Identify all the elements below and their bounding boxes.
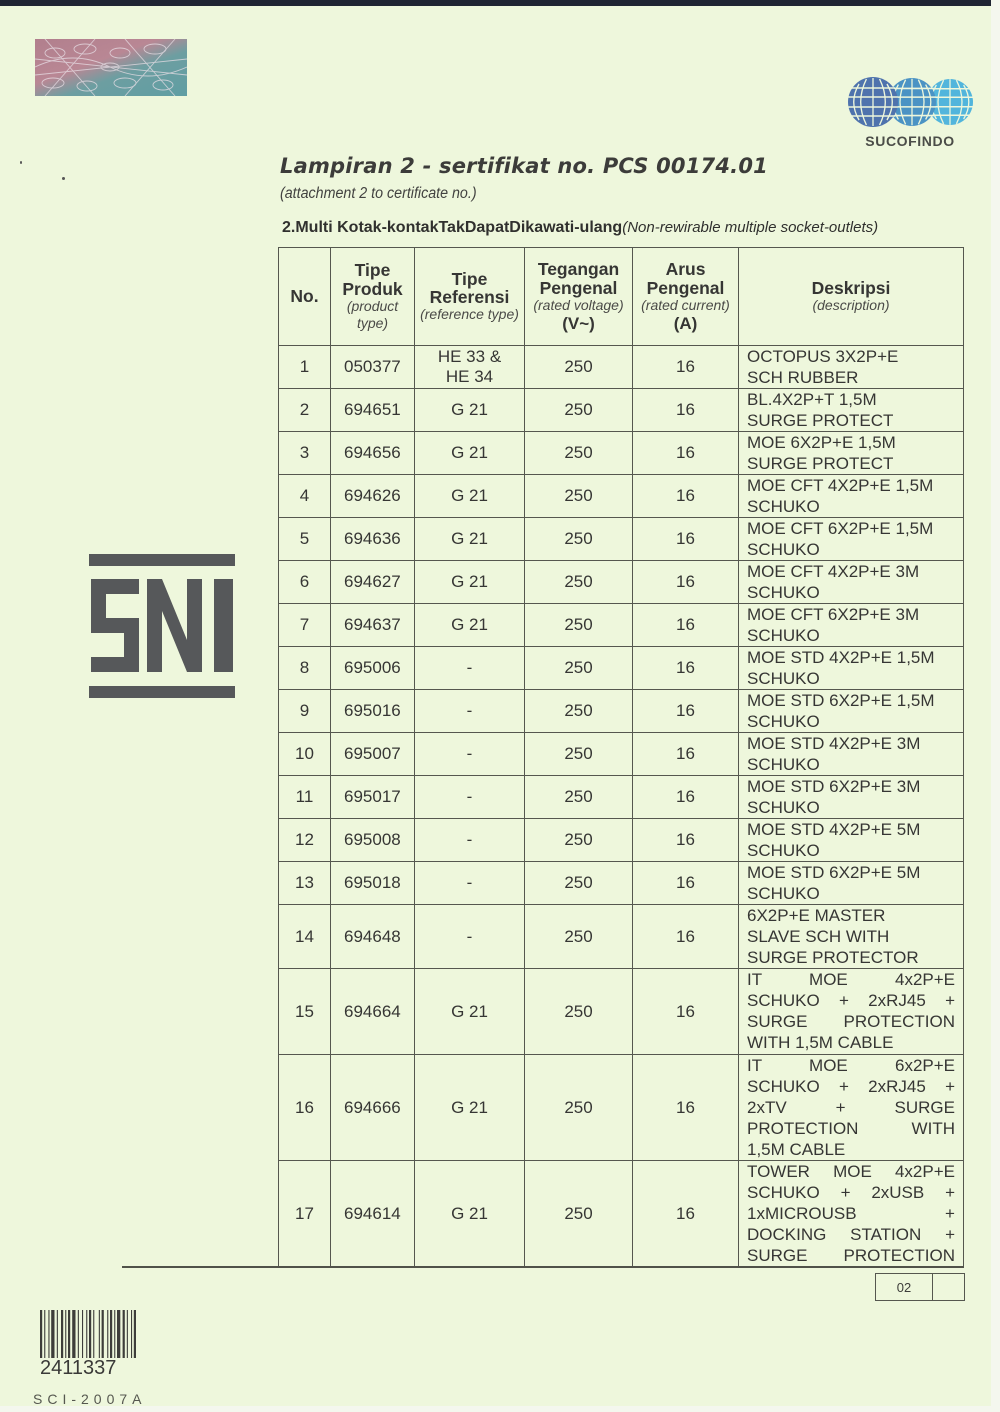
cell-rated-voltage: 250 (525, 389, 633, 432)
cell-rated-voltage: 250 (525, 733, 633, 776)
header-label: Tegangan (537, 259, 620, 280)
cell-description-line: MOE CFT 6X2P+E 3M (747, 605, 920, 624)
cell-description-line: IT MOE 6x2P+E (747, 1056, 955, 1075)
form-code: SCI-2007A (33, 1391, 147, 1407)
cell-rated-current: 16 (633, 905, 739, 969)
header-english: (rated current) (641, 297, 730, 314)
cell-rated-voltage: 250 (525, 1055, 633, 1161)
cell-no: 11 (279, 776, 331, 819)
cell-rated-voltage: 250 (525, 475, 633, 518)
cell-description-line: SCHUKO + 2xRJ45 + (747, 991, 955, 1010)
cell-reference-type (415, 518, 525, 561)
header-label: Pengenal (646, 277, 725, 298)
cell-product-type: 050377 (331, 346, 415, 389)
cell-rated-voltage: 250 (525, 604, 633, 647)
cell-rated-current: 16 (633, 733, 739, 776)
cell-description-line: MOE STD 6X2P+E 1,5M (747, 691, 935, 710)
cell-no: 6 (279, 561, 331, 604)
cell-reference-type (415, 1161, 525, 1267)
cell-description-line: TOWER MOE 4x2P+E (747, 1162, 955, 1181)
cell-reference-type (415, 475, 525, 518)
header-label: Tipe (451, 268, 488, 289)
scan-bottom-edge (0, 1406, 1000, 1412)
cell-rated-voltage: 250 (525, 819, 633, 862)
cell-rated-current: 16 (633, 1161, 739, 1267)
certificate-table (278, 247, 964, 1267)
table-bottom-rule (122, 1266, 964, 1268)
cell-product-type: 694656 (331, 432, 415, 475)
section-heading (282, 219, 878, 237)
cell-description-line: PROTECTION WITH (747, 1119, 955, 1138)
table-row (279, 776, 964, 819)
cell-description (739, 518, 964, 561)
cell-description-line: 6X2P+E MASTER (747, 906, 886, 925)
cell-reference-type (415, 604, 525, 647)
table-row (279, 1161, 964, 1267)
cell-product-type: 694648 (331, 905, 415, 969)
cell-description-line: MOE CFT 6X2P+E 1,5M (747, 519, 934, 538)
cell-reference-type (415, 1055, 525, 1161)
cell-no: 10 (279, 733, 331, 776)
table-row (279, 475, 964, 518)
cell-no: 16 (279, 1055, 331, 1161)
cell-reference-type-line: G 21 (451, 572, 488, 591)
header-english: (reference type) (420, 306, 519, 323)
header-label: Arus (665, 259, 706, 280)
cell-rated-current: 16 (633, 647, 739, 690)
cell-product-type: 695008 (331, 819, 415, 862)
cell-no: 13 (279, 862, 331, 905)
document-subtitle: (attachment 2 to certificate no.) (280, 185, 477, 202)
cell-reference-type-line: G 21 (451, 400, 488, 419)
header-english: (rated voltage) (533, 297, 624, 314)
cell-reference-type (415, 346, 525, 389)
cell-description-line: SCHUKO (747, 884, 820, 903)
cell-description-line: SURGE PROTECTION (747, 1012, 955, 1031)
cell-product-type: 694636 (331, 518, 415, 561)
header-english: (product type) (346, 298, 399, 331)
cell-reference-type-line: G 21 (451, 615, 488, 634)
cell-no: 5 (279, 518, 331, 561)
cell-description (739, 862, 964, 905)
header-label: Tipe (354, 260, 391, 281)
cell-description-line: IT MOE 4x2P+E (747, 970, 955, 989)
cell-rated-current: 16 (633, 389, 739, 432)
table-row (279, 389, 964, 432)
cell-no: 9 (279, 690, 331, 733)
scan-right-edge (991, 0, 1000, 1412)
cell-description-line: SCHUKO (747, 626, 820, 645)
cell-description (739, 647, 964, 690)
cell-reference-type-line: - (466, 926, 473, 946)
cell-rated-voltage: 250 (525, 1161, 633, 1267)
barcode-icon (40, 1310, 176, 1358)
cell-description-line: WITH 1,5M CABLE (747, 1033, 894, 1052)
cell-reference-type-line: - (466, 701, 473, 720)
cell-description-line: MOE CFT 4X2P+E 1,5M (747, 476, 934, 495)
cell-reference-type (415, 905, 525, 969)
page-number-blank-cell (933, 1274, 964, 1300)
cell-description (739, 776, 964, 819)
cell-description (739, 733, 964, 776)
cell-description-line: SURGE PROTECTION (747, 1246, 955, 1265)
table-row (279, 862, 964, 905)
table-row (279, 690, 964, 733)
cell-description-line: SCHUKO + 2xUSB + (747, 1183, 955, 1202)
sucofindo-logo (846, 74, 974, 150)
cell-description-line: SCH RUBBER (747, 368, 859, 387)
scan-speck (62, 177, 65, 180)
header-english: (description) (812, 297, 890, 314)
cell-product-type: 695016 (331, 690, 415, 733)
header-rated-current (633, 248, 739, 346)
cell-description (739, 819, 964, 862)
table-body (279, 346, 964, 1267)
cell-rated-current: 16 (633, 518, 739, 561)
cell-reference-type-line: - (466, 787, 473, 806)
cell-product-type: 694666 (331, 1055, 415, 1161)
cell-reference-type (415, 969, 525, 1055)
security-hologram (35, 39, 187, 96)
cell-description (739, 1161, 964, 1267)
cell-description-line: 2xTV + SURGE (747, 1098, 955, 1117)
cell-description-line: SCHUKO (747, 540, 820, 559)
cell-reference-type (415, 690, 525, 733)
cell-description (739, 690, 964, 733)
cell-description-line: MOE STD 6X2P+E 3M (747, 777, 921, 796)
table-row (279, 561, 964, 604)
cell-product-type: 694651 (331, 389, 415, 432)
cell-product-type: 694626 (331, 475, 415, 518)
section-heading-id: 2.Multi Kotak-kontakTakDapatDikawati-ulang (282, 219, 623, 236)
cell-no: 15 (279, 969, 331, 1055)
header-unit: (V~) (562, 313, 595, 333)
cell-rated-current: 16 (633, 346, 739, 389)
cell-rated-current: 16 (633, 604, 739, 647)
cell-description (739, 432, 964, 475)
cell-rated-voltage: 250 (525, 647, 633, 690)
table-row (279, 432, 964, 475)
cell-description-line: BL.4X2P+T 1,5M (747, 390, 877, 409)
cell-rated-current: 16 (633, 862, 739, 905)
table-row (279, 905, 964, 969)
cell-description-line: SCHUKO (747, 497, 820, 516)
cell-description-line: SCHUKO (747, 669, 820, 688)
cell-rated-current: 16 (633, 819, 739, 862)
cell-description (739, 905, 964, 969)
cell-reference-type (415, 733, 525, 776)
cell-product-type: 695017 (331, 776, 415, 819)
cell-product-type: 694637 (331, 604, 415, 647)
cell-product-type: 694627 (331, 561, 415, 604)
cell-reference-type (415, 389, 525, 432)
cell-description-line: MOE STD 4X2P+E 1,5M (747, 648, 935, 667)
section-heading-english: (Non-rewirable multiple socket-outlets) (622, 219, 879, 236)
cell-description (739, 1055, 964, 1161)
page-number: 02 (876, 1274, 933, 1300)
cell-description (739, 969, 964, 1055)
cell-description (739, 561, 964, 604)
barcode-number: 2411337 (40, 1357, 117, 1379)
cell-description-line: SCHUKO (747, 755, 820, 774)
table-row (279, 346, 964, 389)
cell-no: 3 (279, 432, 331, 475)
cell-description-line: SCHUKO + 2xRJ45 + (747, 1077, 955, 1096)
cell-rated-current: 16 (633, 475, 739, 518)
cell-description-line: SURGE PROTECT (747, 411, 894, 430)
cell-description-line: SURGE PROTECT (747, 454, 894, 473)
cell-no: 17 (279, 1161, 331, 1267)
cell-product-type: 695007 (331, 733, 415, 776)
cell-description-line: SLAVE SCH WITH (747, 927, 890, 946)
table-row (279, 819, 964, 862)
cell-reference-type (415, 432, 525, 475)
cell-description-line: SCHUKO (747, 841, 820, 860)
header-product-type (331, 248, 415, 346)
header-label: Produk (342, 278, 403, 299)
scan-speck (20, 161, 22, 164)
cell-rated-voltage: 250 (525, 862, 633, 905)
cell-rated-voltage: 250 (525, 969, 633, 1055)
header-reference-type (415, 248, 525, 346)
cell-rated-current: 16 (633, 969, 739, 1055)
cell-rated-voltage: 250 (525, 432, 633, 475)
cell-description-line: 1,5M CABLE (747, 1140, 846, 1159)
cell-description-line: SCHUKO (747, 798, 820, 817)
cell-rated-current: 16 (633, 432, 739, 475)
cell-reference-type-line: G 21 (451, 486, 488, 505)
cell-rated-voltage: 250 (525, 346, 633, 389)
cell-rated-voltage: 250 (525, 690, 633, 733)
header-rated-voltage (525, 248, 633, 346)
cell-reference-type-line: G 21 (451, 529, 488, 548)
header-description (739, 248, 964, 346)
sni-logo (89, 554, 235, 700)
cell-description-line: MOE 6X2P+E 1,5M (747, 433, 896, 452)
table-row (279, 733, 964, 776)
cell-reference-type (415, 561, 525, 604)
header-label: Deskripsi (811, 277, 891, 298)
cell-rated-voltage: 250 (525, 518, 633, 561)
barcode (40, 1310, 176, 1358)
header-no-label: No. (290, 286, 319, 307)
cell-rated-voltage: 250 (525, 561, 633, 604)
cell-description-line: 1xMICROUSB + (747, 1204, 955, 1223)
sucofindo-wordmark: SUCOFINDO (865, 133, 955, 149)
cell-description-line: SCHUKO (747, 583, 820, 602)
cell-reference-type-line: G 21 (451, 443, 488, 462)
scan-top-edge (0, 0, 1000, 6)
cell-description-line: MOE STD 4X2P+E 3M (747, 734, 921, 753)
cell-reference-type-line: HE 34 (445, 367, 494, 386)
cell-rated-current: 16 (633, 1055, 739, 1161)
globes-icon (846, 74, 974, 130)
cell-no: 1 (279, 346, 331, 389)
cell-description-line: SCHUKO (747, 712, 820, 731)
document-title: Lampiran 2 - sertifikat no. PCS 00174.01 (280, 154, 768, 178)
table-row (279, 647, 964, 690)
cell-reference-type-line: - (466, 830, 473, 849)
header-label: Pengenal (539, 277, 618, 298)
table-row (279, 1055, 964, 1161)
cell-reference-type-line: G 21 (451, 1203, 488, 1223)
table-header-row (279, 248, 964, 346)
cell-reference-type (415, 862, 525, 905)
cell-rated-current: 16 (633, 561, 739, 604)
cell-product-type: 695018 (331, 862, 415, 905)
cell-rated-voltage: 250 (525, 776, 633, 819)
security-pattern-icon (35, 39, 187, 96)
cell-reference-type-line: HE 33 & (437, 347, 502, 366)
cell-product-type: 694664 (331, 969, 415, 1055)
cell-description-line: MOE CFT 4X2P+E 3M (747, 562, 920, 581)
cell-no: 2 (279, 389, 331, 432)
cell-reference-type-line: G 21 (451, 1001, 488, 1021)
cell-rated-current: 16 (633, 690, 739, 733)
cell-description-line: DOCKING STATION + (747, 1225, 955, 1244)
table-row (279, 969, 964, 1055)
cell-product-type: 694614 (331, 1161, 415, 1267)
table-row (279, 518, 964, 561)
header-no (279, 248, 331, 346)
cell-description-line: MOE STD 6X2P+E 5M (747, 863, 921, 882)
page-number-box (875, 1273, 965, 1301)
cell-reference-type (415, 776, 525, 819)
cell-reference-type-line: - (466, 658, 473, 677)
cell-description-line: MOE STD 4X2P+E 5M (747, 820, 921, 839)
cell-rated-current: 16 (633, 776, 739, 819)
sni-mark-icon (89, 554, 235, 700)
cell-product-type: 695006 (331, 647, 415, 690)
cell-no: 12 (279, 819, 331, 862)
cell-reference-type (415, 647, 525, 690)
cell-description-line: OCTOPUS 3X2P+E (747, 347, 899, 366)
cell-no: 7 (279, 604, 331, 647)
cell-no: 8 (279, 647, 331, 690)
cell-description (739, 346, 964, 389)
cell-rated-voltage: 250 (525, 905, 633, 969)
cell-reference-type-line: - (466, 744, 473, 763)
cell-no: 14 (279, 905, 331, 969)
cell-description (739, 389, 964, 432)
cell-reference-type-line: - (466, 873, 473, 892)
cell-reference-type-line: G 21 (451, 1097, 488, 1117)
cell-reference-type (415, 819, 525, 862)
cell-description (739, 475, 964, 518)
cell-description (739, 604, 964, 647)
cell-description-line: SURGE PROTECTOR (747, 948, 919, 967)
header-unit: (A) (673, 313, 698, 333)
header-label: Referensi (429, 287, 510, 308)
table-row (279, 604, 964, 647)
cell-no: 4 (279, 475, 331, 518)
